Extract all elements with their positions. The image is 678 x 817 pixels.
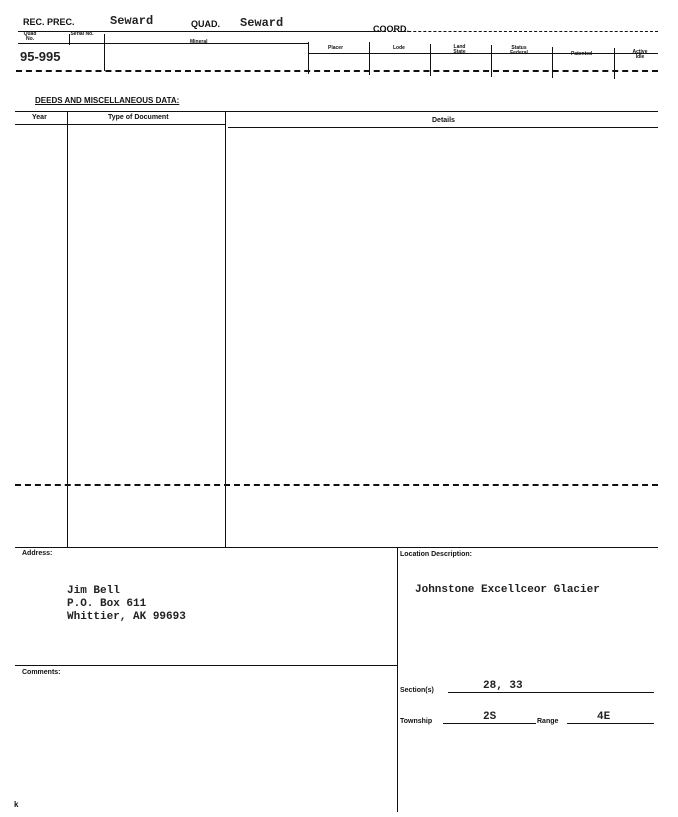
header-divider [491,45,492,77]
address-line-3: Whittier, AK 99693 [67,611,186,623]
header-sub-rule-right [308,53,658,54]
location-label: Location Description: [400,551,472,558]
corner-mark: k [14,800,19,809]
range-underline [567,723,654,724]
header-divider [552,47,553,78]
header-bottom-dashed-rule [16,70,658,72]
quad-label: QUAD. [191,19,220,29]
range-label: Range [537,718,559,725]
township-label: Township [400,718,433,725]
location-value: Johnstone Excellceor Glacier [415,584,600,596]
col-year: Year [32,114,47,121]
col-quad-no: Quad No. [23,31,37,42]
col-lode: Lode [393,45,405,51]
sections-value: 28, 33 [483,680,523,692]
deeds-dashed-rule [15,484,658,486]
col-placer: Placer [328,45,344,51]
quad-no-value: 95-995 [20,49,61,64]
type-column-divider [225,111,226,547]
address-label: Address: [22,550,53,557]
deeds-title: DEEDS AND MISCELLANEOUS DATA: [35,96,180,105]
header-divider [614,48,615,79]
sections-label: Section(s) [400,687,434,694]
township-value: 2S [483,711,497,723]
col-active-idle: Active Idle [632,49,648,60]
rec-prec-label: REC. PREC. [23,17,75,27]
header-divider [69,34,70,45]
col-mineral: Mineral [190,39,208,45]
coord-label: COORD. [373,24,409,34]
header-top-rule-dashed [378,31,658,32]
sections-underline [448,692,654,693]
address-bottom-rule [15,665,397,666]
address-line-2: P.O. Box 611 [67,598,147,610]
range-value: 4E [597,711,611,723]
deeds-top-rule [15,111,658,112]
year-column-divider [67,111,68,547]
township-underline [443,723,536,724]
col-patented: Patented [571,51,593,57]
address-line-1: Jim Bell [67,585,120,597]
address-location-divider [397,547,398,812]
deeds-bottom-rule [15,547,658,548]
col-type-of-document: Type of Document [108,114,169,121]
col-status-federal: Status Federal [510,45,528,56]
deeds-header-rule-right [228,127,658,128]
col-details: Details [432,117,455,124]
comments-label: Comments: [22,669,61,676]
col-land-state: Land State [453,44,466,55]
rec-prec-value: Seward [110,14,154,28]
header-sub-rule [18,43,308,44]
col-serial-no: Serial No. [70,31,94,37]
header-divider [104,34,105,71]
quad-value: Seward [240,16,284,30]
deeds-header-rule [15,124,225,125]
